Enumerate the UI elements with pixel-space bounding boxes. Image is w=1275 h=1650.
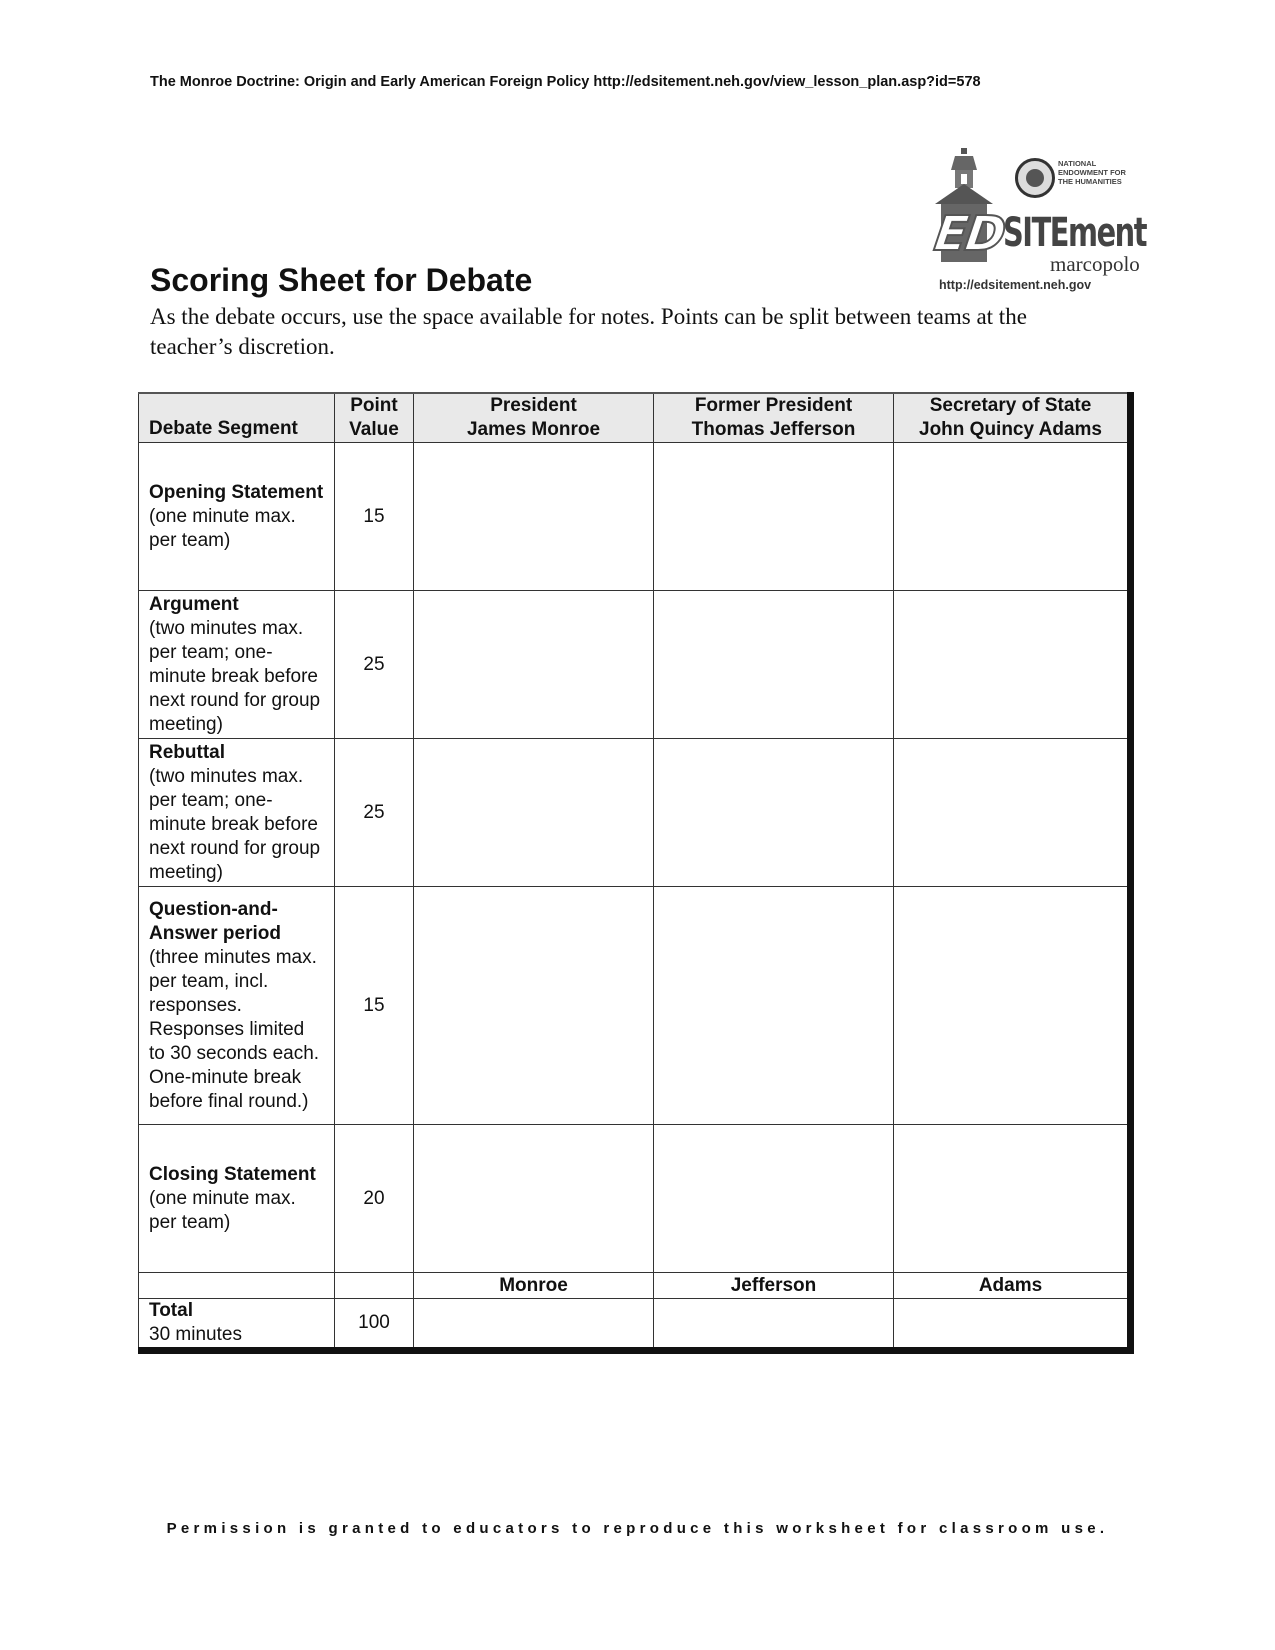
team-label-adams: Adams — [894, 1273, 1131, 1299]
header-point-value — [335, 393, 414, 443]
segment-cell — [139, 443, 335, 591]
score-cell-monroe[interactable] — [414, 591, 654, 739]
score-cell-jefferson[interactable] — [654, 887, 894, 1125]
edsitement-logo — [931, 148, 1147, 298]
score-cell-jefferson[interactable] — [654, 1125, 894, 1273]
segment-name: Argument — [149, 593, 239, 615]
scoring-table — [138, 392, 1134, 1354]
score-cell-adams[interactable] — [894, 591, 1131, 739]
segment-detail: (two minutes max. per team; one-minute break before next round for group meeting) — [149, 617, 321, 735]
segment-name: Question-and-Answer period — [149, 898, 281, 944]
header-debate-segment: Debate Segment — [139, 393, 335, 443]
total-cell-jefferson[interactable] — [654, 1299, 894, 1351]
score-cell-adams[interactable] — [894, 887, 1131, 1125]
header-team3-line1: Secretary of State — [929, 395, 1092, 416]
total-cell-monroe[interactable] — [414, 1299, 654, 1351]
score-cell-adams[interactable] — [894, 443, 1131, 591]
table-row — [139, 887, 1131, 1125]
table-row — [139, 1125, 1131, 1273]
segment-detail: (one minute max. per team) — [149, 1187, 296, 1233]
header-team1-line1: President — [490, 395, 577, 416]
header-team-jefferson — [654, 393, 894, 443]
point-value: 25 — [335, 591, 414, 739]
total-cell — [139, 1299, 335, 1351]
point-value: 15 — [335, 887, 414, 1125]
table-row — [139, 591, 1131, 739]
header-team3-line2: John Quincy Adams — [919, 419, 1102, 440]
score-cell-adams[interactable] — [894, 1125, 1131, 1273]
table-header-row — [139, 393, 1131, 443]
logo-marcopolo-text: marcopolo — [1050, 252, 1140, 276]
neh-seal-icon — [1015, 158, 1055, 198]
header-team-monroe — [414, 393, 654, 443]
instructions: As the debate occurs, use the space available for notes. Points can be split between teams at the teacher’s discretion. — [150, 304, 1027, 359]
team-label-row — [139, 1273, 1131, 1299]
segment-cell — [139, 591, 335, 739]
score-cell-jefferson[interactable] — [654, 739, 894, 887]
segment-cell — [139, 887, 335, 1125]
score-cell-jefferson[interactable] — [654, 591, 894, 739]
logo-sitement-text: SITEment — [1003, 210, 1147, 256]
empty-cell — [139, 1273, 335, 1299]
page-title: Scoring Sheet for Debate — [150, 262, 533, 298]
segment-detail: (two minutes max. per team; one-minute break before next round for group meeting) — [149, 765, 321, 883]
score-cell-monroe[interactable] — [414, 739, 654, 887]
score-cell-jefferson[interactable] — [654, 443, 894, 591]
segment-cell — [139, 1125, 335, 1273]
empty-cell — [335, 1273, 414, 1299]
permission-footer: Permission is granted to educators to reproduce this worksheet for classroom use. — [166, 1520, 1109, 1537]
header-team1-line2: James Monroe — [466, 419, 601, 440]
score-cell-adams[interactable] — [894, 739, 1131, 887]
segment-cell — [139, 739, 335, 887]
segment-detail: (three minutes max. per team, incl. responses. Responses limited to 30 seconds each. One-minute break before final round.) — [149, 946, 320, 1112]
team-label-monroe: Monroe — [414, 1273, 654, 1299]
logo-ed-text: ED — [931, 206, 1008, 262]
point-value: 25 — [335, 739, 414, 887]
header-point-line2: Value — [349, 419, 399, 440]
header-team-adams — [894, 393, 1131, 443]
total-points: 100 — [335, 1299, 414, 1351]
logo-url: http://edsitement.neh.gov — [939, 278, 1092, 292]
page-header: The Monroe Doctrine: Origin and Early American Foreign Policy http://edsitement.neh.gov/view_lesson_plan.asp?id=578 — [150, 74, 981, 90]
segment-name: Opening Statement — [149, 481, 324, 503]
table-row — [139, 443, 1131, 591]
team-label-jefferson: Jefferson — [654, 1273, 894, 1299]
total-cell-adams[interactable] — [894, 1299, 1131, 1351]
score-cell-monroe[interactable] — [414, 1125, 654, 1273]
total-detail: 30 minutes — [149, 1324, 242, 1345]
point-value: 20 — [335, 1125, 414, 1273]
header-team2-line1: Former President — [694, 395, 853, 416]
table-row — [139, 739, 1131, 887]
logo-neh-text: NATIONAL ENDOWMENT FOR THE HUMANITIES — [1058, 159, 1126, 186]
header-team2-line2: Thomas Jefferson — [691, 419, 856, 440]
total-row — [139, 1299, 1131, 1351]
point-value: 15 — [335, 443, 414, 591]
total-label: Total — [149, 1300, 193, 1321]
segment-detail: (one minute max. per team) — [149, 505, 296, 551]
score-cell-monroe[interactable] — [414, 887, 654, 1125]
score-cell-monroe[interactable] — [414, 443, 654, 591]
segment-name: Closing Statement — [149, 1163, 316, 1185]
segment-name: Rebuttal — [149, 741, 225, 763]
header-point-line1: Point — [350, 395, 398, 416]
